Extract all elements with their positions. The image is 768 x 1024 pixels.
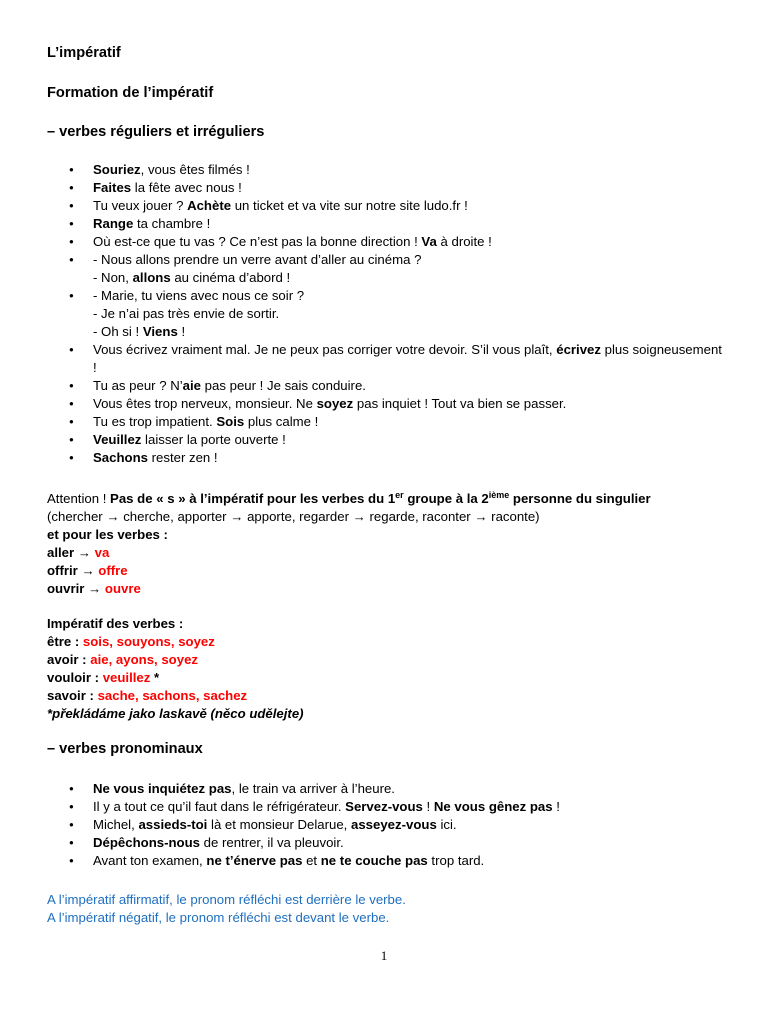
sentence-text: là et monsieur Delarue, — [207, 817, 352, 832]
exception-verb-row — [47, 544, 737, 562]
list-item — [47, 431, 727, 449]
imperative-form: Achète — [187, 198, 232, 213]
sentence-text: - Oh si ! — [93, 324, 143, 339]
sentence-text: - Je n’ai pas très envie de sortir. — [93, 306, 280, 321]
imperative-forms: sois, souyons, soyez — [82, 634, 215, 649]
sentence-text: un ticket et va vite sur notre site ludo.fr ! — [231, 198, 468, 213]
arrow-icon: → — [77, 563, 99, 578]
sentence-text: plus soigneusement ! — [93, 342, 722, 375]
list-item — [47, 215, 727, 233]
sentence-text: pas peur ! Je sais conduire. — [201, 378, 366, 393]
sentence-text: - Marie, tu viens avec nous ce soir ? — [93, 288, 305, 303]
attention-rule-c: personne du singulier — [509, 491, 651, 506]
list-item — [47, 161, 727, 179]
imperative-form: Sachons — [93, 450, 148, 465]
attention-prefix: Attention ! — [47, 491, 111, 506]
example-list-pronominal — [47, 780, 727, 870]
imperative-form: Dépêchons-nous — [93, 835, 200, 850]
sentence-text: Où est-ce que tu vas ? Ce n’est pas la bonne direction ! — [93, 234, 422, 249]
imperative-form: allons — [132, 270, 171, 285]
exception-verb-list — [47, 544, 737, 598]
imperative-form: ne t’énerve pas — [206, 853, 303, 868]
sentence-text: Michel, — [93, 817, 139, 832]
formation-heading: Formation de l’impératif — [47, 85, 214, 101]
sentence-text: Tu veux jouer ? — [93, 198, 188, 213]
list-item — [47, 449, 727, 467]
sentence-text: au cinéma d’abord ! — [170, 270, 291, 285]
list-item — [47, 197, 727, 215]
imperative-forms: aie, ayons, soyez — [90, 652, 199, 667]
sentence-text: Il y a tout ce qu’il faut dans le réfrigérateur. — [93, 799, 346, 814]
imperative-form: ouvre — [104, 581, 141, 596]
verb-label: savoir : — [47, 688, 94, 703]
irregular-heading: Impératif des verbes : — [47, 616, 184, 631]
list-item — [47, 852, 727, 870]
imperative-form: aie — [182, 378, 202, 393]
list-item — [47, 341, 727, 377]
sentence-text: , le train va arriver à l’heure. — [231, 781, 395, 796]
irregular-verb-list — [47, 633, 737, 705]
imperative-form: ne te couche pas — [320, 853, 428, 868]
imperative-form: assieds-toi — [138, 817, 208, 832]
infinitive: aller — [47, 545, 75, 560]
sentence-text: et — [302, 853, 321, 868]
exception-verb-row — [47, 562, 737, 580]
sentence-text: Tu as peur ? N’ — [93, 378, 183, 393]
irregular-verbs-block — [47, 615, 737, 723]
sentence-text: ta chambre ! — [133, 216, 211, 231]
imperative-form: offre — [98, 563, 128, 578]
sentence-text: , vous êtes filmés ! — [140, 162, 250, 177]
sentence-text: Vous êtes trop nerveux, monsieur. Ne — [93, 396, 317, 411]
list-item — [47, 780, 727, 798]
list-item — [47, 798, 727, 816]
irregular-verb-row — [47, 633, 737, 651]
infinitive: offrir — [47, 563, 78, 578]
attention-and-for: et pour les verbes : — [47, 527, 168, 542]
attention-examples: (chercher → cherche, apporter → apporte, regarder → regarde, raconter → raconte) — [47, 509, 540, 524]
rules-block — [47, 891, 737, 927]
sentence-text: ! — [177, 324, 186, 339]
attention-rule-b: groupe à la 2 — [403, 491, 489, 506]
sentence-text: rester zen ! — [147, 450, 218, 465]
imperative-form: Ne vous gênez pas — [433, 799, 553, 814]
sentence-text: de rentrer, il va pleuvoir. — [199, 835, 344, 850]
list-item — [47, 287, 727, 341]
imperative-form: Servez-vous — [345, 799, 423, 814]
arrow-icon: → — [74, 545, 95, 560]
footnote-marker: * — [150, 670, 160, 685]
imperative-forms: sache, sachons, sachez — [97, 688, 248, 703]
attention-sup-er: er — [395, 490, 404, 500]
verb-label: avoir : — [47, 652, 87, 667]
section-heading-regular-irregular: – verbes réguliers et irréguliers — [47, 124, 265, 140]
list-item — [47, 816, 727, 834]
sentence-text: Tu es trop impatient. — [93, 414, 217, 429]
sentence-text: ici. — [436, 817, 457, 832]
sentence-text: la fête avec nous ! — [131, 180, 242, 195]
verb-label: être : — [47, 634, 80, 649]
exception-verb-row — [47, 580, 737, 598]
imperative-form: Range — [93, 216, 134, 231]
list-item — [47, 377, 727, 395]
imperative-form: va — [94, 545, 110, 560]
list-item — [47, 834, 727, 852]
sentence-text: pas inquiet ! Tout va bien se passer. — [353, 396, 567, 411]
sentence-text: trop tard. — [427, 853, 485, 868]
rule-negative: A l’impératif négatif, le pronom réfléchi est devant le verbe. — [47, 910, 390, 925]
imperative-form: Veuillez — [93, 432, 142, 447]
attention-sup-ieme: ième — [488, 490, 510, 500]
example-list-regular — [47, 161, 727, 467]
list-item — [47, 179, 727, 197]
attention-block — [47, 490, 737, 598]
sentence-text: plus calme ! — [244, 414, 319, 429]
imperative-form: Sois — [216, 414, 245, 429]
page-number: 1 — [380, 948, 388, 963]
imperative-form: soyez — [316, 396, 354, 411]
imperative-form: écrivez — [556, 342, 601, 357]
sentence-text: ! — [552, 799, 560, 814]
imperative-form: Viens — [142, 324, 178, 339]
imperative-forms: veuillez — [102, 670, 151, 685]
list-item — [47, 251, 727, 287]
sentence-text: à droite ! — [436, 234, 492, 249]
arrow-icon: → — [84, 581, 105, 596]
irregular-verb-row — [47, 687, 737, 705]
sentence-text: Vous écrivez vraiment mal. Je ne peux pas corriger votre devoir. S’il vous plaît, — [93, 342, 557, 357]
translation-note: *překládáme jako laskavě (něco udělejte) — [47, 706, 304, 721]
attention-line — [47, 490, 737, 508]
irregular-verb-row — [47, 651, 737, 669]
section-heading-pronominal: – verbes pronominaux — [47, 741, 203, 757]
list-item — [47, 233, 727, 251]
list-item — [47, 395, 727, 413]
infinitive: ouvrir — [47, 581, 85, 596]
imperative-form: asseyez-vous — [351, 817, 437, 832]
sentence-text: - Non, — [93, 270, 133, 285]
imperative-form: Va — [421, 234, 437, 249]
sentence-text: - Nous allons prendre un verre avant d’aller au cinéma ? — [93, 252, 422, 267]
imperative-form: Faites — [93, 180, 132, 195]
sentence-text: laisser la porte ouverte ! — [141, 432, 286, 447]
verb-label: vouloir : — [47, 670, 100, 685]
sentence-text: Avant ton examen, — [93, 853, 207, 868]
imperative-form: Souriez — [93, 162, 141, 177]
list-item — [47, 413, 727, 431]
sentence-text: ! — [422, 799, 434, 814]
irregular-verb-row — [47, 669, 737, 687]
rule-affirmative: A l’impératif affirmatif, le pronom réfléchi est derrière le verbe. — [47, 892, 406, 907]
imperative-form: Ne vous inquiétez pas — [93, 781, 232, 796]
attention-rule-a: Pas de « s » à l’impératif pour les verbes du 1 — [110, 491, 396, 506]
page-title: L’impératif — [47, 45, 121, 61]
